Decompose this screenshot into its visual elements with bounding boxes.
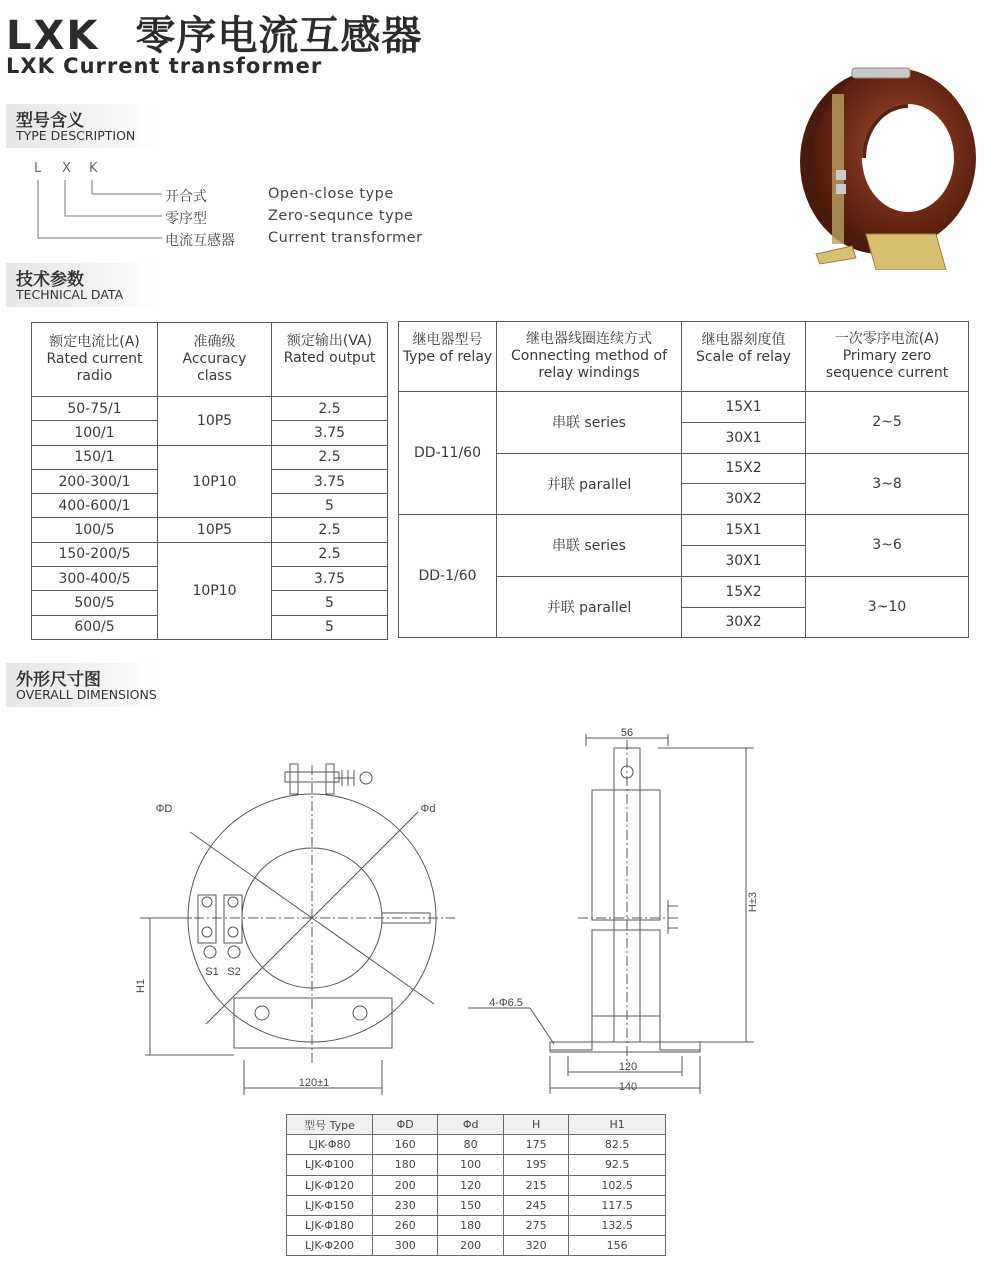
table-cell: 2.5 <box>272 397 388 421</box>
label-s2: S2 <box>227 966 241 978</box>
table-cell: 10P10 <box>158 542 272 639</box>
label-h1: H1 <box>135 978 147 994</box>
section-title-en: OVERALL DIMENSIONS <box>16 687 157 702</box>
table-cell: 15X1 <box>682 515 806 546</box>
table-cell: 3~10 <box>806 576 969 638</box>
table-cell: 117.5 <box>569 1195 666 1215</box>
table-cell: 180 <box>438 1215 503 1235</box>
table-cell: 15X1 <box>682 392 806 423</box>
table-cell: LJK-Φ200 <box>287 1236 373 1256</box>
table-cell: LJK-Φ80 <box>287 1135 373 1155</box>
table-cell: 30X1 <box>682 422 806 453</box>
table-cell: 92.5 <box>569 1155 666 1175</box>
table-cell: 30X2 <box>682 607 806 638</box>
table-cell: 3~8 <box>806 453 969 515</box>
section-technical-data <box>6 263 156 307</box>
table-cell: 600/5 <box>32 615 158 639</box>
table-cell: 50-75/1 <box>32 397 158 421</box>
table-cell: LJK-Φ120 <box>287 1175 373 1195</box>
column-header: 额定电流比(A) Rated current radio <box>32 323 158 397</box>
table-cell: 2.5 <box>272 445 388 469</box>
table-cell: 200 <box>373 1175 438 1195</box>
table-cell: 132.5 <box>569 1215 666 1235</box>
label-side-inner: 120 <box>618 1061 638 1073</box>
table-cell: 100/5 <box>32 518 158 542</box>
label-side-outer: 140 <box>618 1081 638 1093</box>
section-type-description <box>6 104 156 148</box>
table-cell: 200 <box>438 1236 503 1256</box>
label-base-width: 120±1 <box>298 1077 330 1089</box>
table-row <box>287 1175 666 1195</box>
column-header: 额定输出(VA) Rated output <box>272 323 388 397</box>
section-title-cn: 技术参数 <box>16 270 84 290</box>
table-cell: 15X2 <box>682 576 806 607</box>
type-row-cn: 零序型 <box>165 211 207 227</box>
table-cell: 30X2 <box>682 484 806 515</box>
column-header: 继电器线圈连续方式 Connecting method of relay windings <box>497 322 682 392</box>
table-cell: 245 <box>503 1195 568 1215</box>
table-cell: 3.75 <box>272 567 388 591</box>
letter-k: K <box>89 161 98 176</box>
table-cell: 156 <box>569 1236 666 1256</box>
table-cell: LJK-Φ150 <box>287 1195 373 1215</box>
table-cell: 100 <box>438 1155 503 1175</box>
type-row-cn: 开合式 <box>165 189 207 205</box>
letter-l: L <box>34 161 42 176</box>
column-header: 准确级 Accuracy class <box>158 323 272 397</box>
table-cell: 2.5 <box>272 542 388 566</box>
table-cell: 215 <box>503 1175 568 1195</box>
model-code: LXK <box>6 13 100 59</box>
label-side-top: 56 <box>620 727 634 739</box>
table-cell: 5 <box>272 494 388 518</box>
letter-x: X <box>62 161 71 176</box>
column-header: 型号 Type <box>287 1115 373 1135</box>
table-cell: 180 <box>373 1155 438 1175</box>
type-row-en: Current transformer <box>268 230 423 246</box>
dimension-table <box>286 1114 666 1256</box>
table-cell: 200-300/1 <box>32 469 158 493</box>
column-header: 继电器刻度值 Scale of relay <box>682 322 806 392</box>
type-row-cn: 电流互感器 <box>165 233 235 249</box>
table-cell: 150/1 <box>32 445 158 469</box>
table-cell: 300-400/5 <box>32 567 158 591</box>
page-title <box>6 4 422 61</box>
table-cell: 串联 series <box>497 392 682 454</box>
section-overall-dimensions <box>6 663 156 707</box>
table-cell: DD-1/60 <box>399 515 497 638</box>
table-cell: 3~6 <box>806 515 969 577</box>
label-outer-diameter: ΦD <box>155 803 173 815</box>
section-title-cn: 外形尺寸图 <box>16 670 101 690</box>
table-cell: 5 <box>272 591 388 615</box>
section-title-en: TYPE DESCRIPTION <box>16 128 136 143</box>
table-cell: 230 <box>373 1195 438 1215</box>
column-header: 继电器型号 Type of relay <box>399 322 497 392</box>
table-row <box>287 1236 666 1256</box>
table-cell: 400-600/1 <box>32 494 158 518</box>
table-cell: 2~5 <box>806 392 969 454</box>
table-cell: 320 <box>503 1236 568 1256</box>
section-title-en: TECHNICAL DATA <box>16 287 124 302</box>
table-row <box>287 1195 666 1215</box>
table-cell: 5 <box>272 615 388 639</box>
table-cell: 82.5 <box>569 1135 666 1155</box>
model-bracket-lines <box>30 176 170 246</box>
table-cell: 2.5 <box>272 518 388 542</box>
table-cell: LJK-Φ180 <box>287 1215 373 1235</box>
table-cell: 并联 parallel <box>497 576 682 638</box>
table-cell: 10P5 <box>158 397 272 446</box>
label-s1: S1 <box>205 966 219 978</box>
table-cell: 195 <box>503 1155 568 1175</box>
table-cell: 并联 parallel <box>497 453 682 515</box>
type-row-en: Open-close type <box>268 186 394 202</box>
table-cell: 275 <box>503 1215 568 1235</box>
label-height: H±3 <box>747 891 759 913</box>
section-title-cn: 型号含义 <box>16 111 84 131</box>
label-inner-diameter: Φd <box>420 803 436 815</box>
table-row <box>287 1215 666 1235</box>
table-cell: 102.5 <box>569 1175 666 1195</box>
table-cell: 150-200/5 <box>32 542 158 566</box>
table-cell: 500/5 <box>32 591 158 615</box>
table-cell: 300 <box>373 1236 438 1256</box>
title-chinese: 零序电流互感器 <box>135 13 423 59</box>
column-header: 一次零序电流(A) Primary zero sequence current <box>806 322 969 392</box>
table-cell: 260 <box>373 1215 438 1235</box>
table-cell: 120 <box>438 1175 503 1195</box>
table-row <box>287 1135 666 1155</box>
table-cell: 3.75 <box>272 469 388 493</box>
table-cell: 串联 series <box>497 515 682 577</box>
dimension-drawing <box>120 720 800 1100</box>
table-cell: 10P10 <box>158 445 272 518</box>
table-row <box>287 1155 666 1175</box>
rated-current-table <box>31 322 388 640</box>
page-subtitle: LXK Current transformer <box>6 54 323 78</box>
product-photo <box>796 58 982 270</box>
label-holes: 4-Φ6.5 <box>489 997 523 1009</box>
table-cell: 30X1 <box>682 545 806 576</box>
table-cell: 160 <box>373 1135 438 1155</box>
relay-table <box>398 321 969 638</box>
column-header: Φd <box>438 1115 503 1135</box>
table-cell: 15X2 <box>682 453 806 484</box>
column-header: H1 <box>569 1115 666 1135</box>
table-cell: 3.75 <box>272 421 388 445</box>
table-cell: DD-11/60 <box>399 392 497 515</box>
table-cell: 10P5 <box>158 518 272 542</box>
table-cell: 175 <box>503 1135 568 1155</box>
column-header: H <box>503 1115 568 1135</box>
table-cell: 150 <box>438 1195 503 1215</box>
type-row-en: Zero-sequnce type <box>268 208 414 224</box>
table-cell: LJK-Φ100 <box>287 1155 373 1175</box>
table-cell: 80 <box>438 1135 503 1155</box>
table-cell: 100/1 <box>32 421 158 445</box>
column-header: ΦD <box>373 1115 438 1135</box>
